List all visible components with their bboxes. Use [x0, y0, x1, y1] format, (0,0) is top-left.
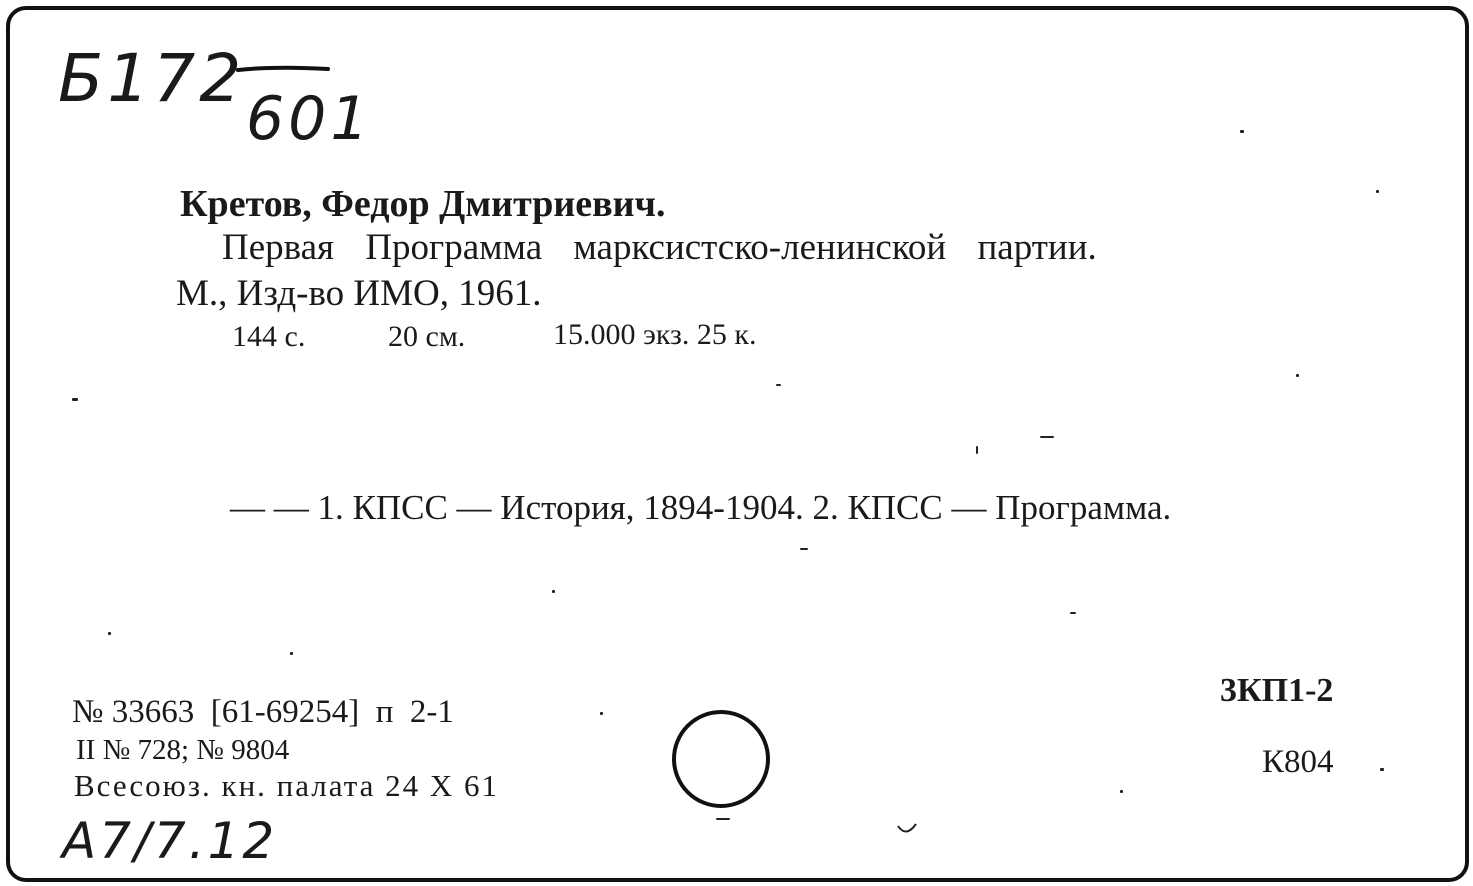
author-heading: Кретов, Федор Дмитриевич. [180, 183, 666, 225]
scan-speck [776, 384, 781, 386]
shelf-mark-class: Б172 [58, 40, 246, 117]
scan-speck [1376, 190, 1379, 193]
author-mark: К804 [1262, 744, 1334, 780]
scan-speck [290, 652, 293, 655]
subject-headings: — — 1. КПСС — История, 1894-1904. 2. КПСС — Программа. [230, 488, 1172, 527]
scan-speck [1296, 374, 1299, 377]
scan-speck [1380, 768, 1384, 771]
imprint-line: М., Изд-во ИМО, 1961. [176, 273, 542, 314]
scan-speck [552, 590, 555, 593]
scan-speck [716, 818, 730, 820]
stamp-circle [672, 710, 770, 808]
shelf-mark-number: 601 [246, 84, 373, 154]
handwritten-code: А7/7.12 [62, 812, 278, 870]
title-line-1: Первая Программа марксистско-ленинской партии. [222, 227, 1097, 268]
scan-speck [1040, 436, 1054, 438]
scan-speck [72, 398, 78, 401]
scan-speck [1240, 130, 1244, 133]
scan-speck [108, 632, 111, 635]
collation-size: 20 см. [388, 320, 466, 353]
edition-info: II № 728; № 9804 [76, 734, 290, 766]
classification-code: 3КП1-2 [1220, 672, 1334, 709]
scan-speck [1070, 612, 1076, 614]
collation-pages: 144 с. [232, 320, 306, 353]
scan-speck [1120, 790, 1123, 793]
issuer-line: Всесоюз. кн. палата 24 X 61 [74, 768, 500, 803]
scan-speck [800, 548, 808, 550]
scan-speck [600, 712, 603, 715]
scan-mark [896, 822, 920, 840]
record-number: № 33663 [61-69254] п 2-1 [72, 694, 454, 730]
scan-speck [976, 446, 978, 454]
collation-copies-price: 15.000 экз. 25 к. [553, 318, 757, 351]
shelf-mark-fraction-line [236, 64, 332, 74]
